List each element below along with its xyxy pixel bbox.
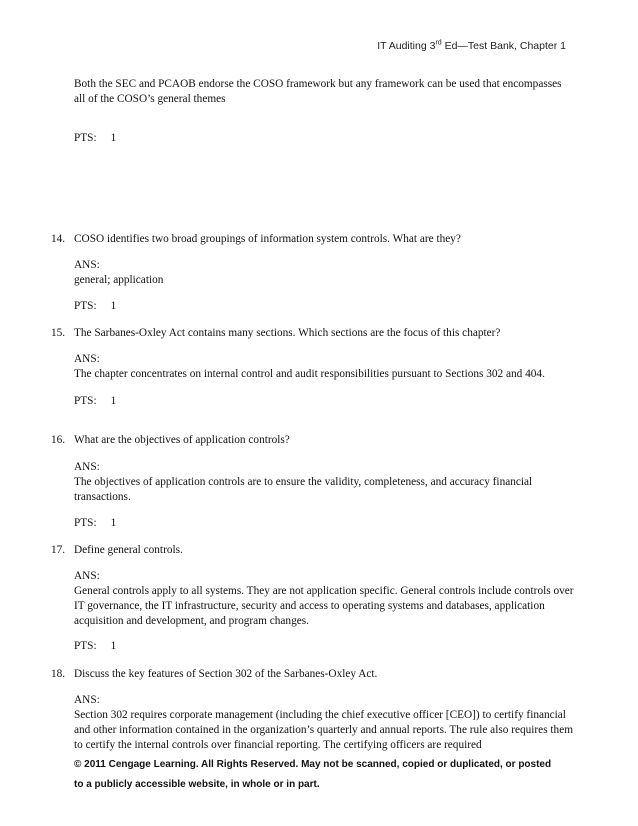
intro-answer bbox=[74, 77, 574, 107]
answer-block bbox=[74, 569, 574, 629]
question-text: What are the objectives of application controls? bbox=[74, 434, 290, 446]
question-number: 14. bbox=[51, 233, 66, 245]
header-suffix: Ed—Test Bank, Chapter 1 bbox=[441, 40, 566, 52]
question-points bbox=[74, 516, 116, 531]
points-label: PTS: bbox=[74, 132, 97, 144]
header-superscript: rd bbox=[435, 39, 442, 47]
answer-text: The chapter concentrates on internal control and audit responsibilities pursuant to Sections 302 and 404. bbox=[74, 368, 545, 380]
answer-label: ANS: bbox=[74, 570, 100, 582]
points-value: 1 bbox=[110, 300, 117, 312]
points-label: PTS: bbox=[74, 517, 97, 529]
question-points bbox=[74, 394, 116, 409]
answer-block bbox=[74, 693, 574, 753]
answer-text: Section 302 requires corporate management (including the chief executive officer [CEO]) to certify financial and other information contained in the organization’s quarterly and annual reports. The rule also requires them to certify the internal controls over financial reporting. The certifying officers are required bbox=[74, 709, 573, 751]
question-points bbox=[74, 639, 116, 654]
copyright-line-2: to a publicly accessible website, in whole or in part. bbox=[74, 779, 320, 790]
question-number: 16. bbox=[51, 434, 66, 446]
question-text: Define general controls. bbox=[74, 544, 183, 556]
question-number: 17. bbox=[51, 544, 66, 556]
points-label: PTS: bbox=[74, 300, 97, 312]
question-number: 18. bbox=[51, 668, 66, 680]
copyright-line-1: © 2011 Cengage Learning. All Rights Reserved. May not be scanned, copied or duplicated, or posted bbox=[74, 759, 552, 770]
answer-block bbox=[74, 258, 574, 288]
question-number: 15. bbox=[51, 327, 66, 339]
intro-points bbox=[74, 131, 116, 146]
page-header bbox=[377, 40, 566, 52]
question-text: Discuss the key features of Section 302 of the Sarbanes-Oxley Act. bbox=[74, 668, 378, 680]
points-value: 1 bbox=[110, 517, 117, 529]
points-value: 1 bbox=[110, 395, 117, 407]
answer-text: general; application bbox=[74, 274, 164, 286]
answer-label: ANS: bbox=[74, 259, 100, 271]
header-prefix: IT Auditing 3 bbox=[377, 40, 436, 52]
answer-block bbox=[74, 352, 574, 382]
question-text: COSO identifies two broad groupings of information system controls. What are they? bbox=[74, 233, 461, 245]
answer-text: The objectives of application controls are to ensure the validity, completeness, and accuracy financial transactions. bbox=[74, 476, 533, 503]
question-text: The Sarbanes-Oxley Act contains many sections. Which sections are the focus of this chapter? bbox=[74, 327, 501, 339]
answer-block bbox=[74, 460, 574, 505]
intro-answer-text: Both the SEC and PCAOB endorse the COSO framework but any framework can be used that encompasses all of the COSO’s general themes bbox=[74, 78, 562, 105]
answer-label: ANS: bbox=[74, 461, 100, 473]
points-label: PTS: bbox=[74, 395, 97, 407]
answer-label: ANS: bbox=[74, 694, 100, 706]
answer-label: ANS: bbox=[74, 353, 100, 365]
question-points bbox=[74, 299, 116, 314]
copyright-footer bbox=[74, 755, 574, 795]
answer-text: General controls apply to all systems. They are not application specific. General controls include controls over IT governance, the IT infrastructure, security and access to operating systems and databases, application acquisition and development, and program changes. bbox=[74, 585, 574, 627]
points-value: 1 bbox=[110, 640, 117, 652]
points-value: 1 bbox=[110, 132, 117, 144]
points-label: PTS: bbox=[74, 640, 97, 652]
